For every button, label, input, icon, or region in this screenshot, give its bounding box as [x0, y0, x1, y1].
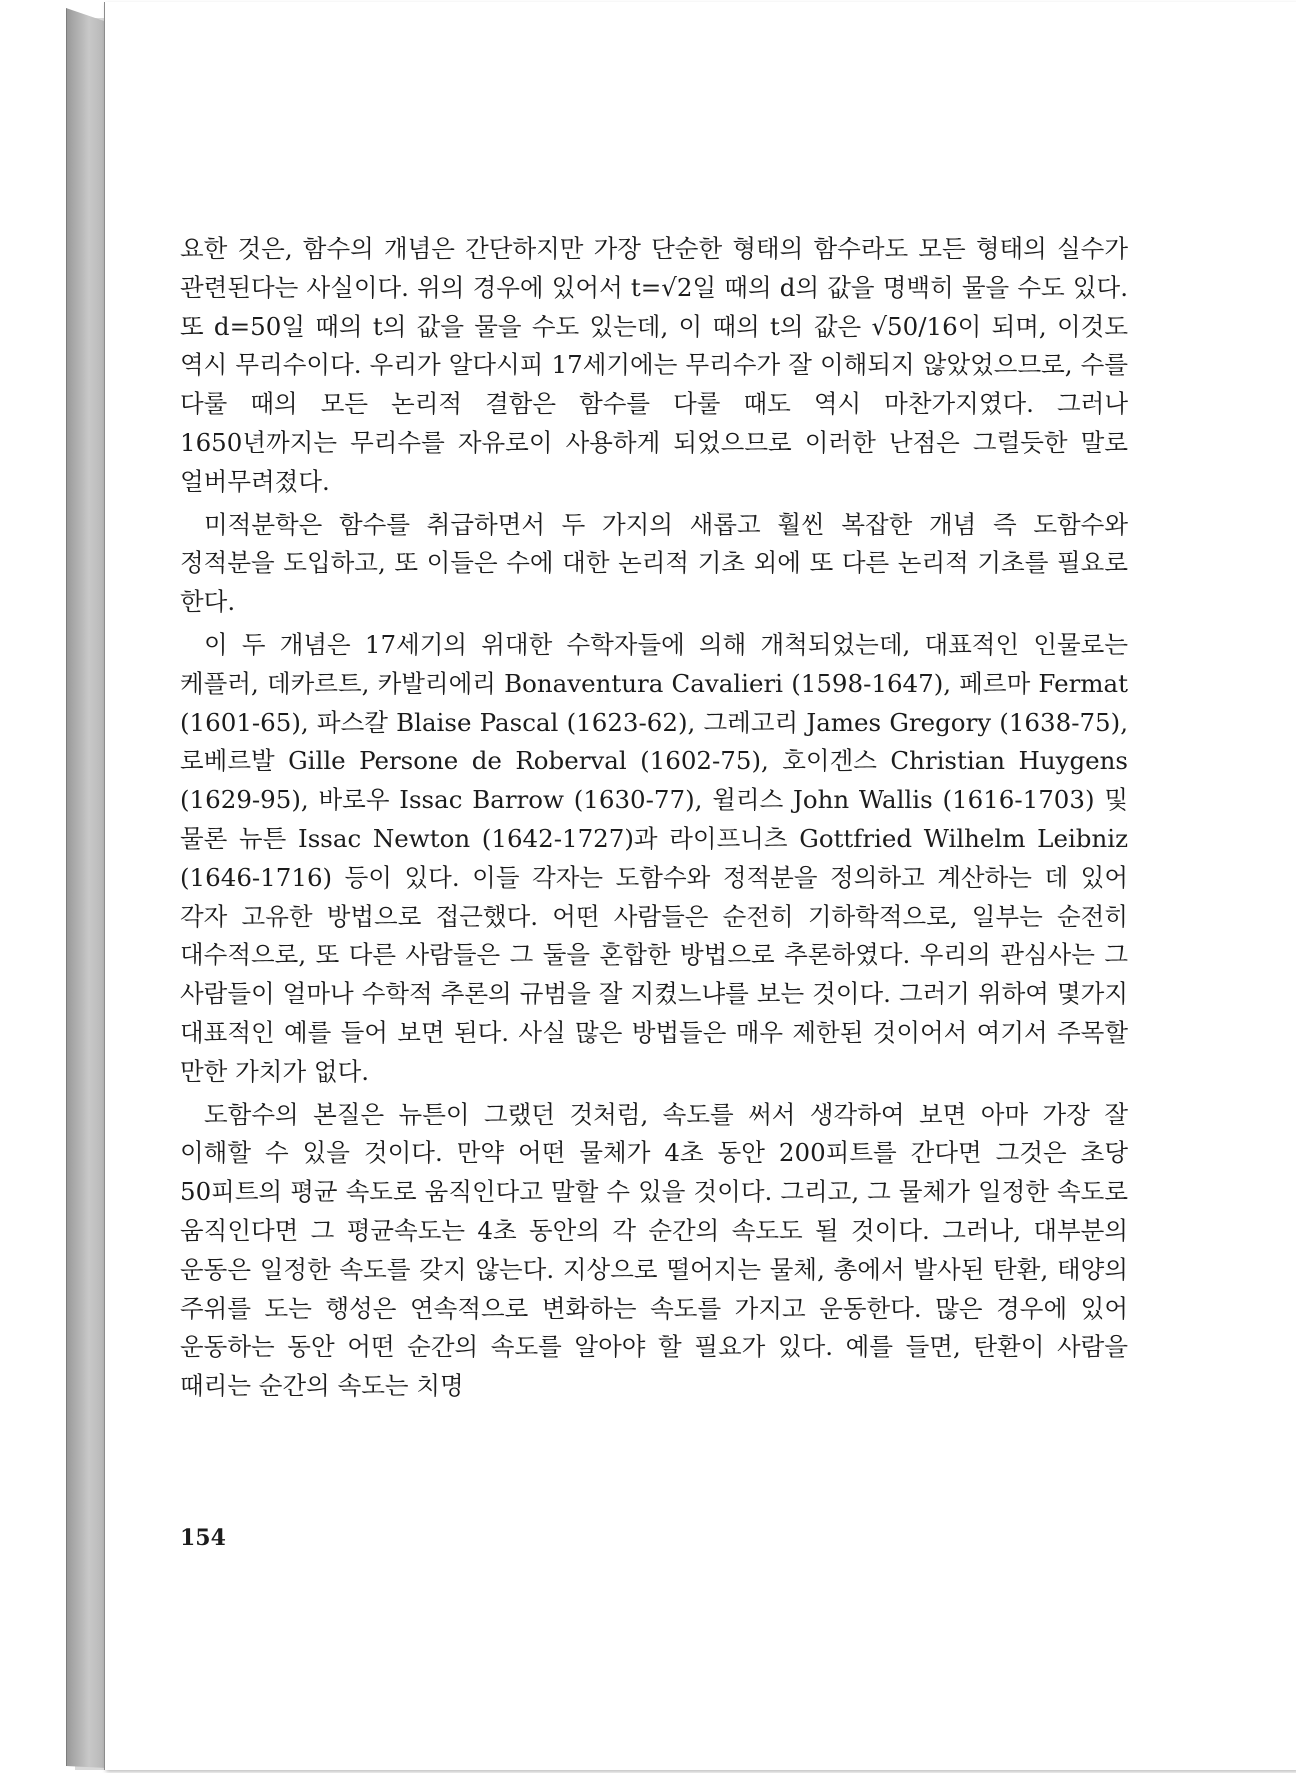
page-body	[180, 230, 1128, 1410]
page-number: 154	[180, 1525, 226, 1551]
paragraph-4: 도함수의 본질은 뉴튼이 그랬던 것처럼, 속도를 써서 생각하여 보면 아마 가장 잘 이해할 수 있을 것이다. 만약 어떤 물체가 4초 동안 200피트를 간다면 그것은 초당 50피트의 평균 속도로 움직인다고 말할 수 있을 것이다. 그리고, 그 물체가 일정한 속도로 움직인다면 그 평균속도는 4초 동안의 각 순간의 속도도 될 것이다. 그러나, 대부분의 운동은 일정한 속도를 갖지 않는다. 지상으로 떨어지는 물체, 총에서 발사된 탄환, 태양의 주위를 도는 행성은 연속적으로 변화하는 속도를 가지고 운동한다. 많은 경우에 있어 운동하는 동안 어떤 순간의 속도를 알아야 할 필요가 있다. 예를 들면, 탄환이 사람을 때리는 순간의 속도는 치명	[180, 1099, 1128, 1401]
paragraph-2: 미적분학은 함수를 취급하면서 두 가지의 새롭고 훨씬 복잡한 개념 즉 도함수와 정적분을 도입하고, 또 이들은 수에 대한 논리적 기초 외에 또 다른 논리적 기초를 필요로 한다.	[180, 509, 1128, 617]
book-spine	[66, 8, 107, 1768]
paragraph-3: 이 두 개념은 17세기의 위대한 수학자들에 의해 개척되었는데, 대표적인 인물로는 케플러, 데카르트, 카발리에리 Bonaventura Cavalieri (1598-1647), 페르마 Fermat (1601-65), 파스칼 Blaise Pascal (1623-62), 그레고리 James Gregory (1638-75), 로베르발 Gille Persone de Roberval (1602-75), 호이겐스 Christian Huygens (1629-95), 바로우 Issac Barrow (1630-77), 윌리스 John Wallis (1616-1703) 및 물론 뉴튼 Issac Newton (1642-1727)과 라이프니츠 Gottfried Wilhelm Leibniz (1646-1716) 등이 있다. 이들 각자는 도함수와 정적분을 정의하고 계산하는 데 있어 각자 고유한 방법으로 접근했다. 어떤 사람들은 순전히 기하학적으로, 일부는 순전히 대수적으로, 또 다른 사람들은 그 둘을 혼합한 방법으로 추론하였다. 우리의 관심사는 그 사람들이 얼마나 수학적 추론의 규범을 잘 지켰느냐를 보는 것이다. 그러기 위하여 몇가지 대표적인 예를 들어 보면 된다. 사실 많은 방법들은 매우 제한된 것이어서 여기서 주목할 만한 가치가 없다.	[180, 629, 1128, 1086]
paragraph-1: 요한 것은, 함수의 개념은 간단하지만 가장 단순한 형태의 함수라도 모든 형태의 실수가 관련된다는 사실이다. 위의 경우에 있어서 t=√2일 때의 d의 값을 명백히 물을 수도 있다. 또 d=50일 때의 t의 값을 물을 수도 있는데, 이 때의 t의 값은 √50/16이 되며, 이것도 역시 무리수이다. 우리가 알다시피 17세기에는 무리수가 잘 이해되지 않았었으므로, 수를 다룰 때의 모든 논리적 결함은 함수를 다룰 때도 역시 마찬가지였다. 그러나 1650년까지는 무리수를 자유로이 사용하게 되었으므로 이러한 난점은 그럴듯한 말로 얼버무려졌다.	[180, 234, 1128, 496]
